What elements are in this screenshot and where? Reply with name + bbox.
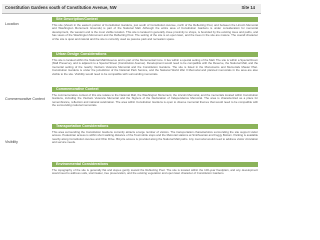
paragraph: This site is located within the National Mall Reserve and is part of the Monumental Core. It lies within a special setting of the Mall. The site is within a Special Room (Mall Preserve), and is adjacent to a Special Street (Constitution Avenue). Development would need to be compatible with the Reserve, the National Mall, and the memorial setting of the nearby Vietnam Veterans Memorial and the Constitution Gardens. The site is listed in the Monuments and Memorials Master Plan. Constitution Gardens is under the jurisdiction of the National Park Service, and the National World War II Memorial and planned memorials in the area are also visible to the site. Visibility would need to be compatible with surrounding memorials. xyxy=(52,57,258,76)
sidebar-label-commemorative-context: Commemorative Context xyxy=(5,97,45,101)
paragraph: The topography of the site is generally flat and slopes gently toward the Reflecting Pool. The site is located within the 100-year floodplain, and any development would need to address soils, stormwater, tree preservation, and the existing vegetation and open lawn character of Constitution Gardens. xyxy=(52,167,258,176)
section-commemorative-context xyxy=(52,87,258,108)
section-title: Environmental Considerations xyxy=(52,162,258,167)
sidebar-label-location: Location xyxy=(5,22,19,26)
paragraph: The commemorative context of this site relates to the National Mall, the Washington Monument, the Lincoln Memorial, and the memorials located within Constitution Gardens, including the Vietnam Veterans Memorial and the Signers of the Declaration of Independence Memorial. The area is characterized as a place for remembrance, reflection and national celebration. The area within Constitution Gardens is open to diverse memorial themes that would need to be compatible with the surrounding national memorials. xyxy=(52,92,259,108)
site-number-label: Site 14 xyxy=(241,5,255,10)
page-title: Constitution Gardens south of Constitution Avenue, NW xyxy=(5,5,117,10)
section-site-description xyxy=(52,17,258,41)
section-text xyxy=(52,131,258,145)
section-text xyxy=(52,24,258,42)
section-text xyxy=(52,59,258,77)
section-environmental xyxy=(52,162,258,176)
section-text xyxy=(52,94,258,108)
section-urban-design xyxy=(52,52,258,76)
section-text xyxy=(52,169,258,176)
section-title: Urban Design Considerations xyxy=(52,52,258,57)
paragraph: This site (shown in the eastern portion of Constitution Gardens, just south of Constitution Avenue, north of the Reflecting Pool, and between the Lincoln Memorial and Washington Monument Grounds) is part of the National Mall. Although the entire area of Constitution Gardens is under consideration for memorial development, the western end is the most visible location. This site is located in generally close proximity to shops, is bounded by the existing trees and paths, and has views of the Washington Monument and the Reflecting Pool. The setting of the site is an open lawn, and the trees in the site are mature. The overall character of the site is quiet and natural and the site is currently used as passive park and recreation space. xyxy=(52,22,258,41)
sidebar-label-visibility: Visibility xyxy=(5,140,18,144)
section-transportation xyxy=(52,124,258,145)
section-title: Commemorative Context xyxy=(52,87,258,92)
paragraph: This area surrounding the Constitution Gardens currently attracts a large number of visitors. The transportation characteristics surrounding the site support visitor access. Pedestrian access is within short walking distance of the Tourmobile stops and the Metrorail stations at Smithsonian and Foggy Bottom. Parking is available nearby along Constitution Avenue and Ohio Drive. Bicycle access is provided along the National Mall paths. Any memorial would need to address visitor circulation and service needs. xyxy=(52,129,258,145)
page-header xyxy=(2,4,261,14)
section-title: Site Description/Context xyxy=(52,17,258,22)
section-title: Transportation Considerations xyxy=(52,124,258,129)
